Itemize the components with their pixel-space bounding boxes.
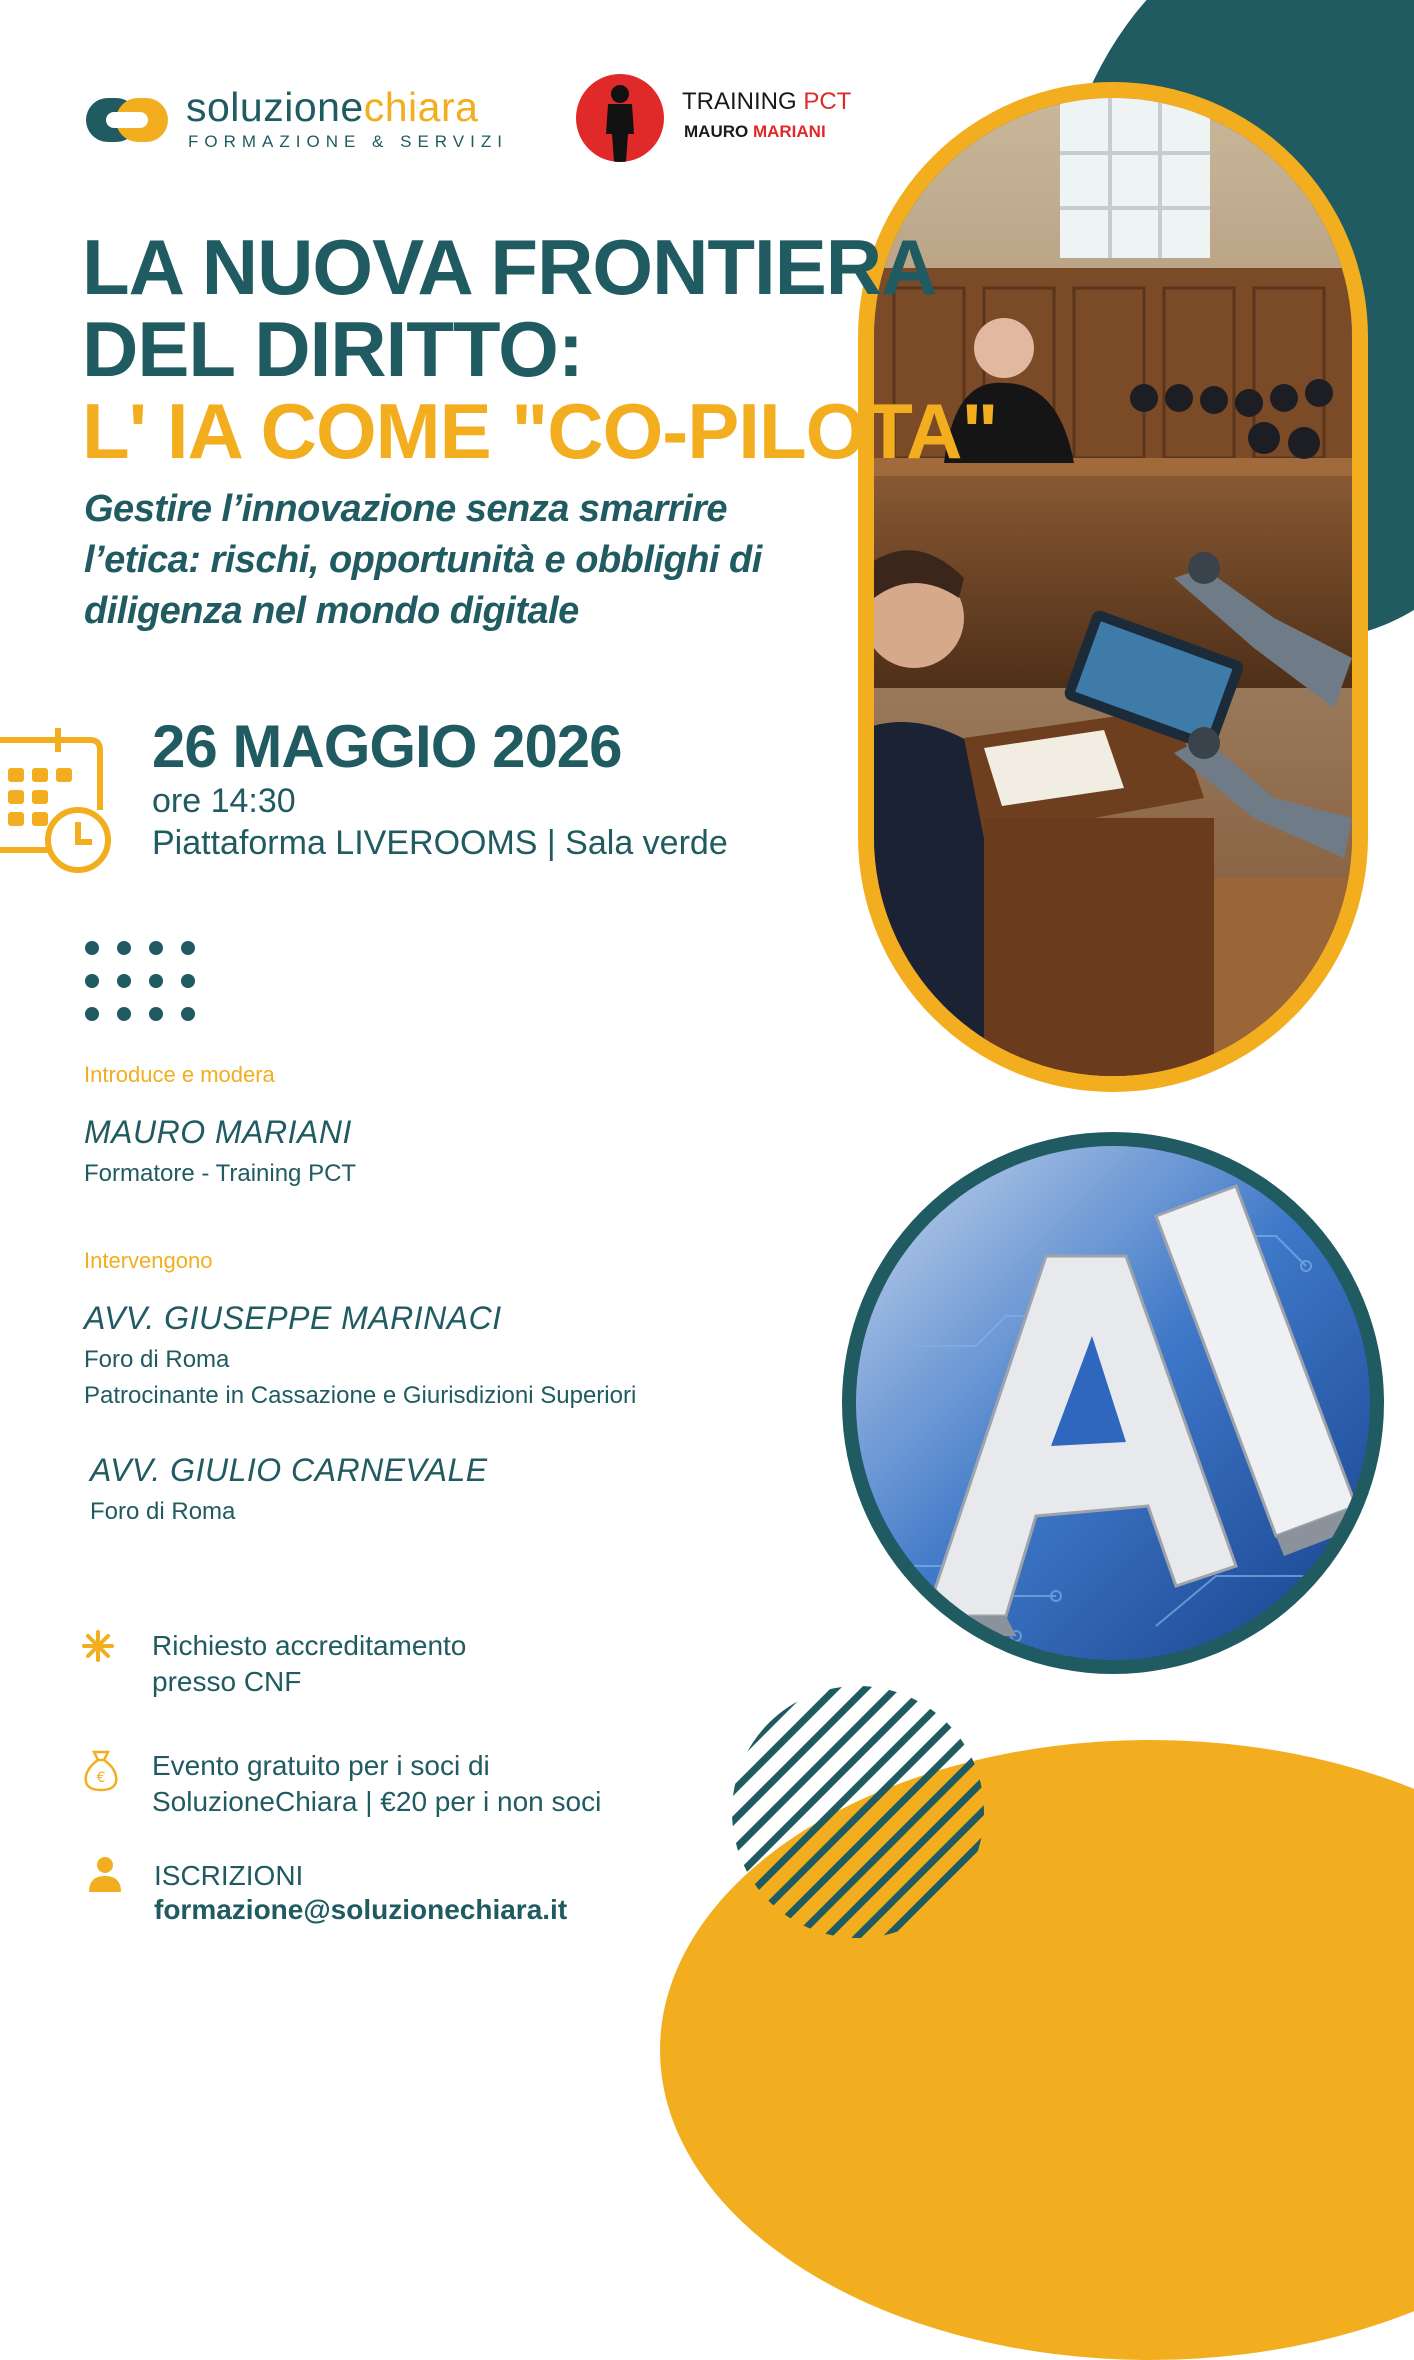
moderator-name: MAURO MARIANI — [84, 1114, 352, 1150]
training-pct-logo-icon — [576, 74, 664, 162]
signup-email-link[interactable]: formazione@soluzionechiara.it — [154, 1894, 568, 1925]
svg-text:€: € — [96, 1770, 106, 1786]
title-line-1: LA NUOVA FRONTIERA — [82, 223, 937, 311]
title-line-3: L' IA COME "CO-PILOTA" — [82, 387, 998, 475]
soluzionechiara-tagline: FORMAZIONE & SERVIZI — [188, 132, 508, 151]
event-place: Piattaforma LIVEROOMS | Sala verde — [152, 824, 728, 862]
price-line-1: Evento gratuito per i soci di — [152, 1750, 490, 1781]
speaker-1-name: AVV. GIUSEPPE MARINACI — [84, 1300, 502, 1336]
subtitle: Gestire l’innovazione senza smarrire l’etica: rischi, opportunità e obblighi di diligenza nel mondo digitale — [84, 488, 762, 632]
signup-label: ISCRIZIONI — [154, 1860, 304, 1891]
asterisk-icon — [82, 1630, 114, 1662]
soluzionechiara-logo-icon — [84, 92, 170, 148]
speaker-1-role: Foro di Roma — [84, 1346, 230, 1373]
title-line-2: DEL DIRITTO: — [82, 305, 583, 393]
event-date: 26 MAGGIO 2026 — [152, 713, 622, 780]
ai-letters-image — [856, 1146, 1370, 1660]
page-title — [82, 223, 998, 475]
speakers-label: Intervengono — [84, 1248, 213, 1273]
moderator-role: Formatore - Training PCT — [84, 1160, 357, 1187]
speaker-2-name: AVV. GIULIO CARNEVALE — [90, 1452, 488, 1488]
price-line-2: SoluzioneChiara | €20 per i non soci — [152, 1786, 602, 1817]
event-time: ore 14:30 — [152, 782, 296, 820]
training-pct-name: MAURO MARIANI — [684, 122, 826, 141]
person-icon — [88, 1856, 122, 1892]
calendar-clock-icon — [0, 700, 112, 880]
decor-striped-circle — [730, 1684, 986, 1940]
accreditation-line-1: Richiesto accreditamento — [152, 1630, 467, 1661]
accreditation-line-2: presso CNF — [152, 1666, 302, 1697]
training-pct-title: TRAINING PCT — [682, 88, 852, 115]
money-bag-icon — [82, 1748, 120, 1792]
speaker-2-role: Foro di Roma — [90, 1498, 236, 1525]
soluzionechiara-logo-text: soluzionechiara — [186, 84, 479, 130]
speaker-1-role-2: Patrocinante in Cassazione e Giurisdizioni Superiori — [84, 1382, 637, 1409]
decor-dots — [84, 940, 204, 1030]
moderator-label: Introduce e modera — [84, 1062, 275, 1087]
